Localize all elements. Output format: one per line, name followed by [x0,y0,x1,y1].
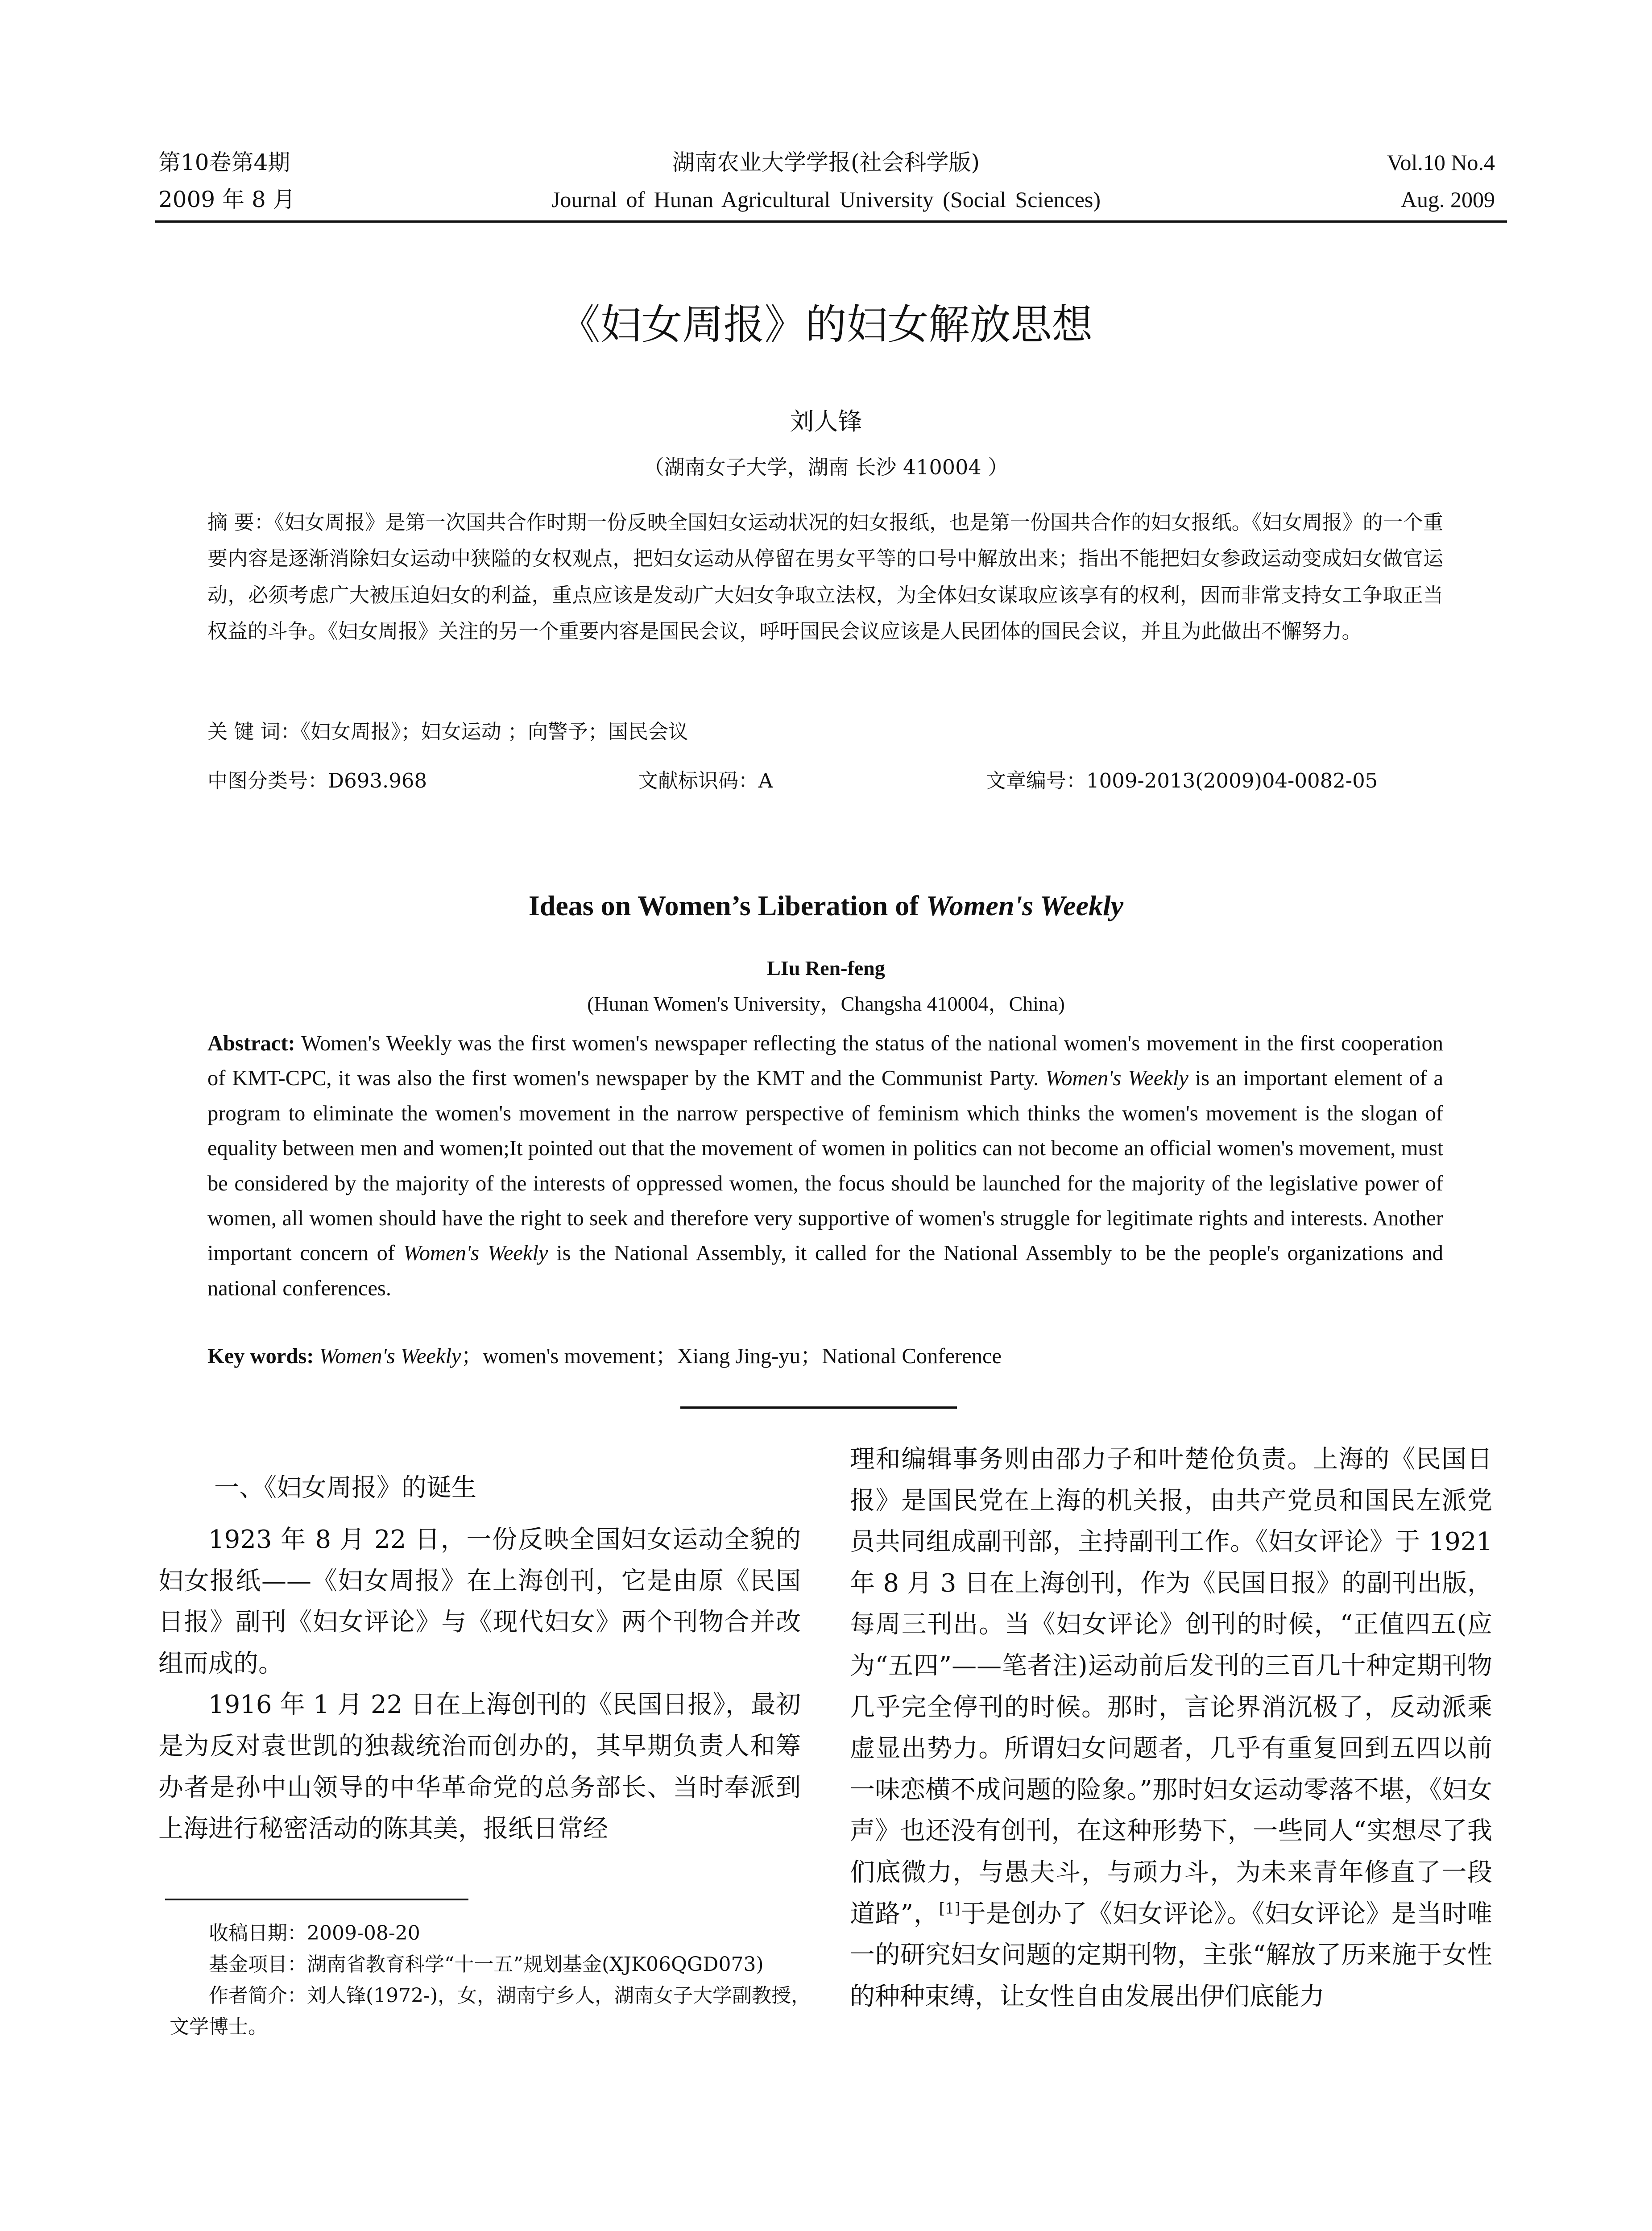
article-title-cn: 《妇女周报》的妇女解放思想 [559,301,1093,348]
author-en: LIu Ren-feng [767,957,885,979]
keywords-en-italic: Women's Weekly [314,1344,461,1368]
title-en-main: Ideas on Women’s Liberation of [528,890,926,921]
doc-code-value: A [758,769,773,792]
abstract-en-part2: is an important element of a program to eliminate the women's movement in the narrow perspective of feminism which thinks the women's movement is the slogan of equality between men and women;It pointed out that the movement of women in politics can not become an official women's movement, must be considered by the majority of the interests of oppressed women, the focus should be launched for the majority of the legislative power of women, all women should have the right to seek and therefore very supportive of women's struggle for legitimate rights and interests. Another important concern of [207,1066,1443,1265]
volume-issue-en: Vol.10 No.4 [1387,150,1495,175]
affiliation-en: (Hunan Women's University，Changsha 410004，China) [587,992,1065,1015]
author-cn: 刘人锋 [790,407,862,435]
header-rule [155,220,1507,223]
article-title-en [0,886,1652,926]
keywords-label-en: Key words: [207,1344,314,1368]
keywords-cn [207,716,1443,747]
doc-code-label: 文献标识码： [638,769,759,792]
abstract-en-part1: Women's Weekly was the first women's newspaper reflecting the status of the national women's movement in the first cooperation of KMT-CPC, it was also the first women's newspaper by the KMT and the Communist Party. [207,1032,1443,1091]
right-text-part2: 于是创办了《妇女评论》。《妇女评论》是当时唯一的研究妇女问题的定期刊物，主张“解放了历来施于女性的种种束缚，让女性自由发展出伊们底能力 [850,1899,1493,2011]
affiliation-cn: （湖南女子大学，湖南 长沙 410004 ） [643,455,1009,479]
volume-issue-cn: 第10卷第4期 [158,149,290,175]
citation-ref: [1] [939,1899,961,1917]
clc-value: D693.968 [328,769,427,792]
abstract-label-cn: 摘 要： [207,510,274,534]
date-en: Aug. 2009 [1400,187,1495,212]
article-no-value: 1009-2013(2009)04-0082-05 [1086,769,1378,792]
abstract-text-cn: 《妇女周报》是第一次国共合作时期一份反映全国妇女运动状况的妇女报纸，也是第一份国共合作的妇女报纸。《妇女周报》的一个重要内容是逐渐消除妇女运动中狭隘的女权观点，把妇女运动从停留在男女平等的口号中解放出来；指出不能把妇女参政运动变成妇女做官运动，必须考虑广大被压迫妇女的利益，重点应该是发动广大妇女争取立法权，为全体妇女谋取应该享有的权利，因而非常支持女工争取正当权益的斗争。《妇女周报》关注的另一个重要内容是国民会议，呼吁国民会议应该是人民团体的国民会议，并且为此做出不懈努力。 [207,510,1443,643]
article-number [986,765,1378,796]
journal-name-en: Journal of Hunan Agricultural University (Social Sciences) [551,187,1101,212]
clc-number [207,765,427,796]
footnote-fund: 基金项目：湖南省教育科学“十一五”规划基金(XJK06QGD073) [209,1953,764,1976]
footnote-bio: 作者简介：刘人锋(1972-)，女，湖南宁乡人，湖南女子大学副教授，文学博士。 [170,1984,811,2038]
abstract-separator [680,1406,957,1409]
article-no-label: 文章编号： [986,769,1087,792]
keywords-en-rest: ；women's movement；Xiang Jing-yu；National Conference [461,1344,1002,1368]
body-paragraph: 1923 年 8 月 22 日，一份反映全国妇女运动全貌的妇女报纸——《妇女周报》在上海创刊，它是由原《民国日报》副刊《妇女评论》与《现代妇女》两个刊物合并改组而成的。 [158,1525,801,1678]
title-en-italic: Women's Weekly [926,890,1124,921]
abstract-en-italic2: Women's Weekly [403,1241,548,1265]
abstract-cn [207,504,1443,649]
abstract-label-en: Abstract: [207,1032,295,1055]
right-column [850,1439,1492,2017]
abstract-en [207,1026,1443,1306]
document-code [638,765,773,796]
keywords-en [207,1341,1443,1372]
footnote-received: 收稿日期：2009-08-20 [209,1922,420,1945]
journal-name-cn: 湖南农业大学学报(社会科学版) [672,149,980,175]
date-cn: 2009 年 8 月 [158,187,295,212]
abstract-en-part3: is the National Assembly, it called for the National Assembly to be the people's organizations and national conferences. [207,1241,1443,1300]
right-text-part1: 理和编辑事务则由邵力子和叶楚伧负责。上海的《民国日报》是国民党在上海的机关报，由共产党员和国民左派党员共同组成副刊部，主持副刊工作。《妇女评论》于 1921 年 8 月 3 日在上海创刊，作为《民国日报》的副刊出版，每周三刊出。当《妇女评论》创刊的时候，“正值四五(应为“五四”——笔者注)运动前后发刊的三百几十种定期刊物几乎完全停刊的时候。那时，言论界消沉极了，反动派乘虚显出势力。所谓妇女问题者，几乎有重复回到五四以前一味恋横不成问题的险象。”那时妇女运动零落不堪，《妇女声》也还没有创刊，在这种形势下，一些同人“实想尽了我们底微力，与愚夫斗，与顽力斗，为未来青年修直了一段道路”， [850,1445,1492,1928]
footnotes [170,1918,816,2043]
section-heading: 一、《妇女周报》的诞生 [214,1473,476,1502]
keywords-label-cn: 关 键 词： [207,720,301,743]
footnote-rule [165,1899,468,1900]
abstract-en-italic1: Women's Weekly [1045,1066,1188,1091]
left-column [158,1519,801,1850]
keywords-text-cn: 《妇女周报》；妇女运动 ；向警予；国民会议 [300,720,688,743]
clc-label: 中图分类号： [207,769,328,792]
body-paragraph: 1916 年 1 月 22 日在上海创刊的《民国日报》，最初是为反对袁世凯的独裁统治而创办的，其早期负责人和筹办者是孙中山领导的中华革命党的总务部长、当时奉派到上海进行秘密活动的陈其美，报纸日常经 [158,1690,801,1844]
